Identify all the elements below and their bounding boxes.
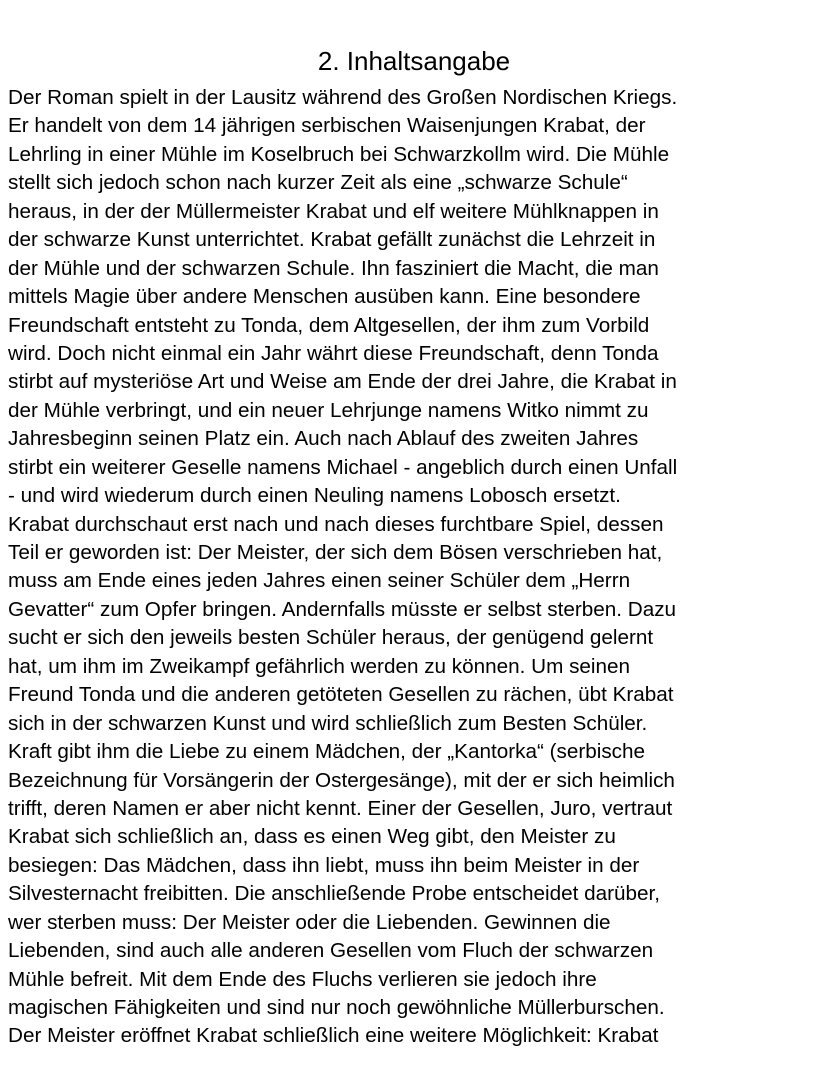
- text-line: stirbt auf mysteriöse Art und Weise am Ende der drei Jahre, die Krabat in: [8, 370, 677, 394]
- text-line: der Mühle und der schwarzen Schule. Ihn fasziniert die Macht, die man: [8, 256, 659, 280]
- text-line: Jahresbeginn seinen Platz ein. Auch nach Ablauf des zweiten Jahres: [8, 427, 639, 451]
- text-line: Der Meister eröffnet Krabat schließlich eine weitere Möglichkeit: Krabat: [8, 1024, 659, 1048]
- text-line: Freund Tonda und die anderen getöteten Gesellen zu rächen, übt Krabat: [8, 683, 674, 707]
- text-line: wird. Doch nicht einmal ein Jahr währt diese Freundschaft, denn Tonda: [8, 341, 659, 365]
- text-line: der Mühle verbringt, und ein neuer Lehrjunge namens Witko nimmt zu: [8, 398, 649, 422]
- text-line: Gevatter“ zum Opfer bringen. Andernfalls müsste er selbst sterben. Dazu: [8, 597, 677, 621]
- text-line: Kraft gibt ihm die Liebe zu einem Mädchen, der „Kantorka“ (serbische: [8, 740, 646, 764]
- section-heading: 2. Inhaltsangabe: [317, 46, 511, 76]
- text-line: Freundschaft entsteht zu Tonda, dem Altgesellen, der ihm zum Vorbild: [8, 313, 650, 337]
- text-line: - und wird wiederum durch einen Neuling namens Lobosch ersetzt.: [8, 484, 621, 508]
- text-line: wer sterben muss: Der Meister oder die Liebenden. Gewinnen die: [8, 910, 611, 934]
- text-line: Bezeichnung für Vorsängerin der Ostergesänge), mit der er sich heimlich: [8, 768, 675, 792]
- text-line: Der Roman spielt in der Lausitz während des Großen Nordischen Kriegs.: [8, 86, 678, 109]
- body-paragraph: [8, 84, 823, 1051]
- text-line: Er handelt von dem 14 jährigen serbischen Waisenjungen Krabat, der: [8, 114, 646, 138]
- text-line: besiegen: Das Mädchen, dass ihn liebt, muss ihn beim Meister in der: [8, 853, 640, 877]
- text-line: Lehrling in einer Mühle im Koselbruch bei Schwarzkollm wird. Die Mühle: [8, 142, 670, 166]
- text-line: sucht er sich den jeweils besten Schüler heraus, der genügend gelernt: [8, 626, 654, 650]
- text-line: der schwarze Kunst unterrichtet. Krabat gefällt zunächst die Lehrzeit in: [8, 228, 656, 252]
- text-line: hat, um ihm im Zweikampf gefährlich werden zu können. Um seinen: [8, 654, 631, 678]
- text-line: Liebenden, sind auch alle anderen Gesellen vom Fluch der schwarzen: [8, 939, 654, 963]
- text-line: Silvesternacht freibitten. Die anschließende Probe entscheidet darüber,: [8, 882, 661, 906]
- text-line: Mühle befreit. Mit dem Ende des Fluchs verlieren sie jedoch ihre: [8, 967, 597, 991]
- text-line: magischen Fähigkeiten und sind nur noch gewöhnliche Müllerburschen.: [8, 996, 665, 1019]
- text-line: Teil er geworden ist: Der Meister, der sich dem Bösen verschrieben hat,: [8, 541, 663, 564]
- text-line: mittels Magie über andere Menschen ausüben kann. Eine besondere: [8, 285, 641, 309]
- text-line: stirbt ein weiterer Geselle namens Michael - angeblich durch einen Unfall: [8, 455, 678, 479]
- text-line: Krabat durchschaut erst nach und nach dieses furchtbare Spiel, dessen: [8, 512, 664, 536]
- text-line: Krabat sich schließlich an, dass es einen Weg gibt, den Meister zu: [8, 825, 616, 849]
- text-line: heraus, in der der Müllermeister Krabat und elf weitere Mühlknappen in: [8, 199, 659, 223]
- text-line: muss am Ende eines jeden Jahres einen seiner Schüler dem „Herrn: [8, 569, 631, 593]
- text-line: trifft, deren Namen er aber nicht kennt. Einer der Gesellen, Juro, vertraut: [8, 796, 673, 820]
- text-line: stellt sich jedoch schon nach kurzer Zeit als eine „schwarze Schule“: [8, 171, 628, 195]
- text-line: sich in der schwarzen Kunst und wird schließlich zum Besten Schüler.: [8, 711, 648, 735]
